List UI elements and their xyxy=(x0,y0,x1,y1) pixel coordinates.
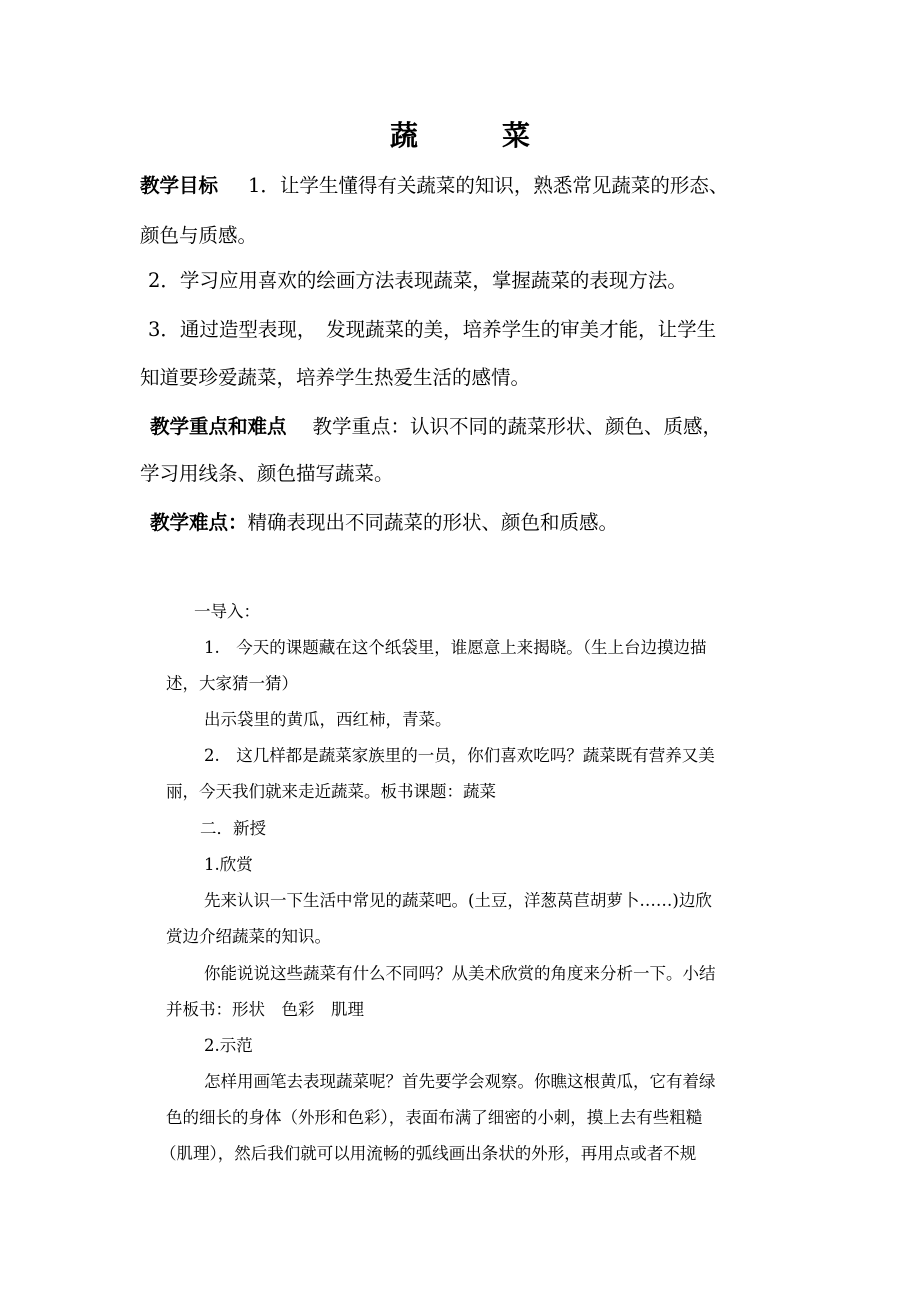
intro-para-1: 1. 今天的课题藏在这个纸袋里，谁愿意上来揭晓。（生上台边摸边描 xyxy=(204,638,707,657)
demo-para-line-3: （肌理），然后我们就可以用流畅的弧线画出条状的外形，再用点或者不规 xyxy=(160,1144,697,1163)
demo-para-line-2: 色的细长的身体（外形和色彩），表面布满了细密的小刺，摸上去有些粗糙 xyxy=(166,1108,703,1127)
key-points-continued: 学习用线条、颜色描写蔬菜。 xyxy=(140,462,394,485)
objective-1-text: 1．让学生懂得有关蔬菜的知识，熟悉常见蔬菜的形态、 xyxy=(248,174,729,197)
intro-para-3-continued: 丽，今天我们就来走近蔬菜。板书课题：蔬菜 xyxy=(166,782,496,801)
appreciation-para-2-continued: 并板书：形状 色彩 肌理 xyxy=(166,1000,364,1019)
appreciation-para-1-continued: 赏边介绍蔬菜的知识。 xyxy=(166,927,331,946)
key-points-line-1 xyxy=(150,402,810,452)
objectives-line-1 xyxy=(140,161,800,211)
appreciation-heading: 1.欣赏 xyxy=(204,855,253,874)
demo-para: 怎样用画笔去表现蔬菜呢？首先要学会观察。你瞧这根黄瓜，它有着绿 xyxy=(204,1072,716,1091)
difficulty-text: 精确表现出不同蔬菜的形状、颜色和质感。 xyxy=(247,511,619,534)
demo-heading: 2.示范 xyxy=(204,1036,253,1055)
new-lesson-heading: 二．新授 xyxy=(200,819,266,838)
difficulty-line xyxy=(150,498,810,548)
page-title: 蔬 菜 xyxy=(389,119,558,152)
key-points-label: 教学重点和难点 xyxy=(150,415,287,438)
key-points-text: 教学重点：认识不同的蔬菜形状、颜色、质感， xyxy=(312,415,723,438)
appreciation-para-1: 先来认识一下生活中常见的蔬菜吧。(土豆，洋葱莴苣胡萝卜……)边欣 xyxy=(204,891,712,910)
intro-para-3: 2. 这几样都是蔬菜家族里的一员，你们喜欢吃吗？蔬菜既有营养又美 xyxy=(204,746,715,765)
difficulty-label: 教学难点： xyxy=(150,511,248,534)
intro-heading: 一导入： xyxy=(194,602,260,621)
appreciation-para-2: 你能说说这些蔬菜有什么不同吗？从美术欣赏的角度来分析一下。小结 xyxy=(204,964,716,983)
objective-3-continued: 知道要珍爱蔬菜，培养学生热爱生活的感情。 xyxy=(140,366,531,389)
objective-3: 3．通过造型表现， 发现蔬菜的美，培养学生的审美才能，让学生 xyxy=(148,318,717,341)
intro-para-1-continued: 述，大家猜一猜） xyxy=(166,674,298,693)
objectives-label: 教学目标 xyxy=(140,174,219,197)
objective-1-continued: 颜色与质感。 xyxy=(140,224,258,247)
objective-2: 2．学习应用喜欢的绘画方法表现蔬菜，掌握蔬菜的表现方法。 xyxy=(148,269,687,292)
intro-para-2: 出示袋里的黄瓜，西红柿，青菜。 xyxy=(204,710,452,729)
